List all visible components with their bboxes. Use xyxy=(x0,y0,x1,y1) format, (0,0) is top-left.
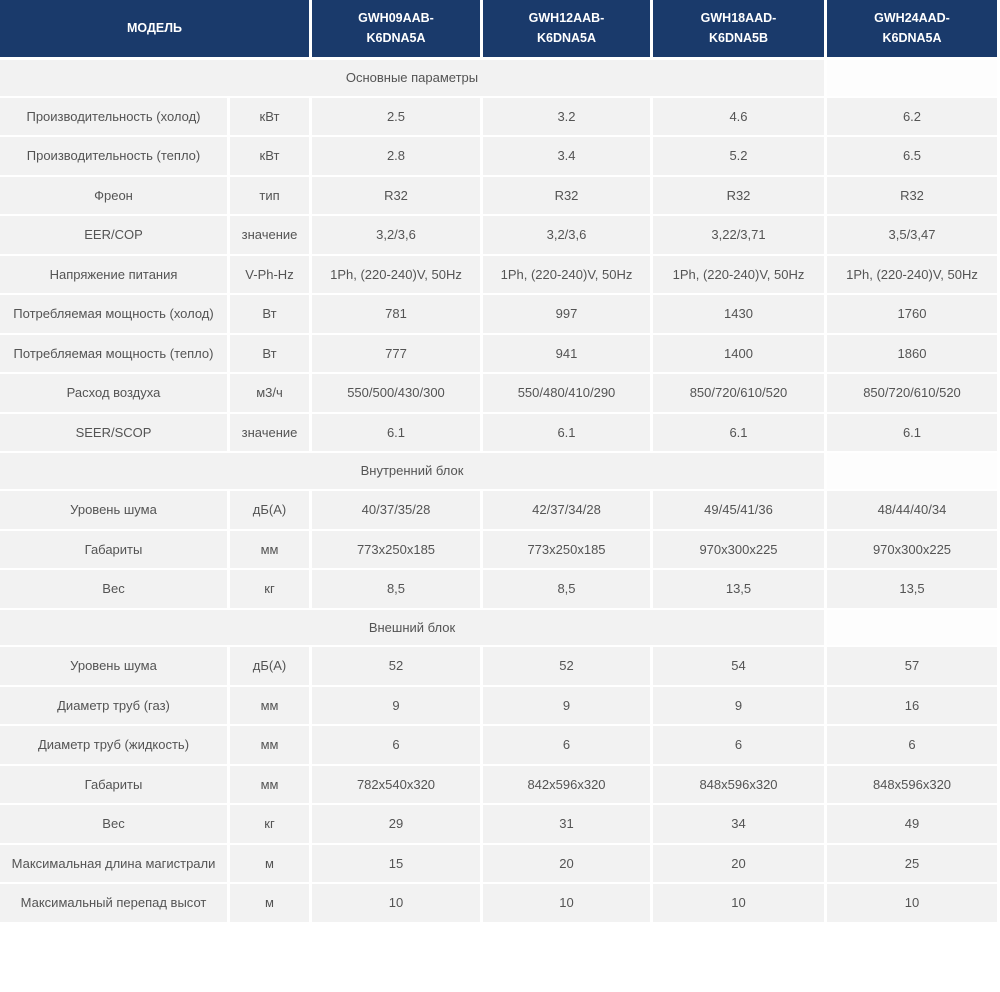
param-unit: м3/ч xyxy=(230,374,312,412)
model-column-header: МОДЕЛЬ xyxy=(0,0,312,57)
param-value: 1760 xyxy=(827,295,1000,333)
param-unit: кг xyxy=(230,805,312,843)
param-value: 6.1 xyxy=(827,414,1000,452)
table-row xyxy=(0,726,1000,764)
param-value: 20 xyxy=(483,845,653,883)
param-unit: дБ(А) xyxy=(230,647,312,685)
param-unit: мм xyxy=(230,766,312,804)
table-row xyxy=(0,177,1000,215)
param-value: 6.2 xyxy=(827,98,1000,136)
model-name-line1: GWH12AAB- xyxy=(528,11,605,26)
param-label: Максимальная длина магистрали xyxy=(0,845,230,883)
param-value: 777 xyxy=(312,335,483,373)
param-label: Габариты xyxy=(0,766,230,804)
table-row xyxy=(0,256,1000,294)
table-row xyxy=(0,216,1000,254)
param-value: 2.8 xyxy=(312,137,483,175)
section-title: Основные параметры xyxy=(0,60,827,96)
table-row xyxy=(0,137,1000,175)
table-row xyxy=(0,884,1000,922)
table-row xyxy=(0,374,1000,412)
param-value: 6.1 xyxy=(312,414,483,452)
table-row xyxy=(0,687,1000,725)
param-value: 10 xyxy=(483,884,653,922)
param-label: Расход воздуха xyxy=(0,374,230,412)
model-column-header-2 xyxy=(483,0,653,57)
param-value: 3,22/3,71 xyxy=(653,216,827,254)
param-value: 25 xyxy=(827,845,1000,883)
param-value: 8,5 xyxy=(312,570,483,608)
param-value: 850/720/610/520 xyxy=(653,374,827,412)
model-name-line1: GWH24AAD- xyxy=(874,11,950,26)
param-value: 773x250x185 xyxy=(483,531,653,569)
param-value: 15 xyxy=(312,845,483,883)
param-value: 13,5 xyxy=(653,570,827,608)
param-value: 1Ph, (220-240)V, 50Hz xyxy=(653,256,827,294)
param-value: 3.4 xyxy=(483,137,653,175)
param-value: 49 xyxy=(827,805,1000,843)
param-value: 40/37/35/28 xyxy=(312,491,483,529)
section-row xyxy=(0,60,1000,96)
table-row xyxy=(0,491,1000,529)
param-value: 5.2 xyxy=(653,137,827,175)
param-value: 52 xyxy=(312,647,483,685)
param-value: 3,5/3,47 xyxy=(827,216,1000,254)
param-value: 4.6 xyxy=(653,98,827,136)
section-row xyxy=(0,610,1000,646)
model-column-header-1 xyxy=(312,0,483,57)
param-value: 1Ph, (220-240)V, 50Hz xyxy=(312,256,483,294)
param-unit: мм xyxy=(230,726,312,764)
section-title: Внешний блок xyxy=(0,610,827,646)
table-row xyxy=(0,414,1000,452)
param-value: 773x250x185 xyxy=(312,531,483,569)
param-value: 1400 xyxy=(653,335,827,373)
param-value: 54 xyxy=(653,647,827,685)
param-label: Габариты xyxy=(0,531,230,569)
model-name-line2: K6DNA5A xyxy=(882,30,942,45)
param-label: Фреон xyxy=(0,177,230,215)
table-row xyxy=(0,805,1000,843)
param-value: 3,2/3,6 xyxy=(483,216,653,254)
param-value: 6 xyxy=(653,726,827,764)
param-value: 31 xyxy=(483,805,653,843)
model-name-line1: GWH09AAB- xyxy=(358,11,434,26)
param-value: 29 xyxy=(312,805,483,843)
param-value: 550/480/410/290 xyxy=(483,374,653,412)
param-value: 42/37/34/28 xyxy=(483,491,653,529)
param-value: 6 xyxy=(827,726,1000,764)
model-column-header-4 xyxy=(827,0,1000,57)
model-name-line2: K6DNA5A xyxy=(366,30,426,45)
param-value: 1Ph, (220-240)V, 50Hz xyxy=(483,256,653,294)
param-unit: значение xyxy=(230,216,312,254)
param-value: 1430 xyxy=(653,295,827,333)
table-row xyxy=(0,335,1000,373)
param-value: 16 xyxy=(827,687,1000,725)
table-body xyxy=(0,60,1000,922)
param-unit: тип xyxy=(230,177,312,215)
param-value: 6.1 xyxy=(483,414,653,452)
param-value: 6 xyxy=(312,726,483,764)
param-value: 48/44/40/34 xyxy=(827,491,1000,529)
param-label: Напряжение питания xyxy=(0,256,230,294)
param-value: 13,5 xyxy=(827,570,1000,608)
param-value: 8,5 xyxy=(483,570,653,608)
param-label: Уровень шума xyxy=(0,491,230,529)
param-value: R32 xyxy=(483,177,653,215)
param-unit: Вт xyxy=(230,335,312,373)
param-unit: дБ(А) xyxy=(230,491,312,529)
param-value: 3.2 xyxy=(483,98,653,136)
param-value: 6 xyxy=(483,726,653,764)
section-row xyxy=(0,453,1000,489)
param-unit: м xyxy=(230,884,312,922)
table-row xyxy=(0,647,1000,685)
table-row xyxy=(0,531,1000,569)
param-value: 850/720/610/520 xyxy=(827,374,1000,412)
param-label: Производительность (тепло) xyxy=(0,137,230,175)
param-unit: значение xyxy=(230,414,312,452)
param-value: 20 xyxy=(653,845,827,883)
param-unit: V-Ph-Hz xyxy=(230,256,312,294)
param-value: 9 xyxy=(312,687,483,725)
param-value: 781 xyxy=(312,295,483,333)
section-title: Внутренний блок xyxy=(0,453,827,489)
section-spacer xyxy=(827,60,1000,96)
param-unit: Вт xyxy=(230,295,312,333)
param-value: 2.5 xyxy=(312,98,483,136)
param-value: 941 xyxy=(483,335,653,373)
param-value: 970x300x225 xyxy=(653,531,827,569)
param-value: 10 xyxy=(827,884,1000,922)
param-label: Производительность (холод) xyxy=(0,98,230,136)
table-row xyxy=(0,295,1000,333)
param-unit: кВт xyxy=(230,98,312,136)
param-value: 9 xyxy=(653,687,827,725)
param-value: 34 xyxy=(653,805,827,843)
param-value: 49/45/41/36 xyxy=(653,491,827,529)
param-value: 57 xyxy=(827,647,1000,685)
model-name-line2: K6DNA5A xyxy=(536,30,597,45)
table-row xyxy=(0,766,1000,804)
param-value: 9 xyxy=(483,687,653,725)
param-value: 848x596x320 xyxy=(827,766,1000,804)
param-value: 52 xyxy=(483,647,653,685)
param-value: 6.5 xyxy=(827,137,1000,175)
param-value: 10 xyxy=(653,884,827,922)
param-value: 10 xyxy=(312,884,483,922)
param-label: EER/COP xyxy=(0,216,230,254)
table-row xyxy=(0,98,1000,136)
param-value: 6.1 xyxy=(653,414,827,452)
table-row xyxy=(0,845,1000,883)
param-value: 848x596x320 xyxy=(653,766,827,804)
param-label: Вес xyxy=(0,570,230,608)
param-value: 1860 xyxy=(827,335,1000,373)
param-value: 3,2/3,6 xyxy=(312,216,483,254)
param-value: R32 xyxy=(312,177,483,215)
param-value: 550/500/430/300 xyxy=(312,374,483,412)
param-value: R32 xyxy=(827,177,1000,215)
param-label: Максимальный перепад высот xyxy=(0,884,230,922)
param-unit: кг xyxy=(230,570,312,608)
section-spacer xyxy=(827,453,1000,489)
param-label: SEER/SCOP xyxy=(0,414,230,452)
model-name-line2: K6DNA5B xyxy=(708,30,769,45)
param-unit: мм xyxy=(230,531,312,569)
param-value: 997 xyxy=(483,295,653,333)
param-label: Потребляемая мощность (холод) xyxy=(0,295,230,333)
param-value: 1Ph, (220-240)V, 50Hz xyxy=(827,256,1000,294)
param-unit: м xyxy=(230,845,312,883)
param-value: 842x596x320 xyxy=(483,766,653,804)
section-spacer xyxy=(827,610,1000,646)
param-value: 970x300x225 xyxy=(827,531,1000,569)
table-header-row xyxy=(0,0,1000,57)
param-label: Уровень шума xyxy=(0,647,230,685)
param-label: Потребляемая мощность (тепло) xyxy=(0,335,230,373)
param-unit: кВт xyxy=(230,137,312,175)
param-value: 782x540x320 xyxy=(312,766,483,804)
param-unit: мм xyxy=(230,687,312,725)
param-label: Вес xyxy=(0,805,230,843)
param-value: R32 xyxy=(653,177,827,215)
model-column-header-3 xyxy=(653,0,827,57)
model-name-line1: GWH18AAD- xyxy=(700,11,777,26)
table-row xyxy=(0,570,1000,608)
param-label: Диаметр труб (газ) xyxy=(0,687,230,725)
param-label: Диаметр труб (жидкость) xyxy=(0,726,230,764)
